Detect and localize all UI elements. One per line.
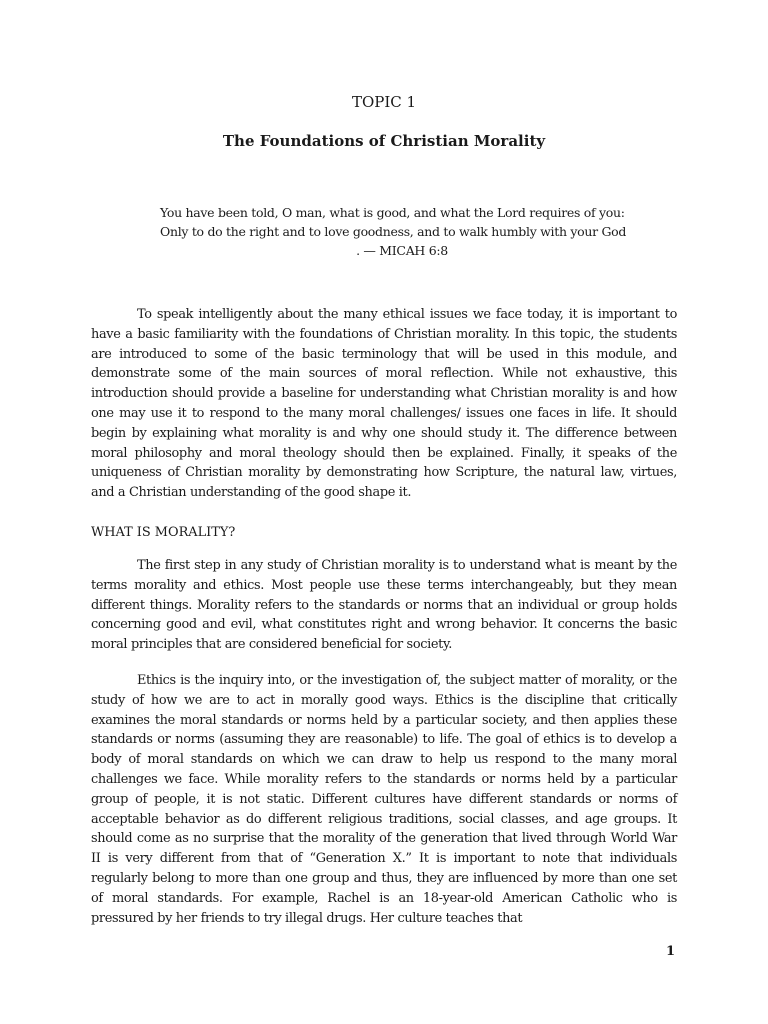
epigraph [160,203,627,260]
epigraph-citation: . — MICAH 6:8 [356,243,448,258]
morality-paragraph: The first step in any study of Christian morality is to understand what is meant by the terms morality and ethics. Most people use these terms interchangeably, but they mean different things. Morality refers to the standards or norms that an individual or group holds concerning good and evil, what constitutes right and wrong behavior. It concerns the basic moral principles that are considered beneficial for society. [91,558,677,653]
ethics-paragraph: Ethics is the inquiry into, or the investigation of, the subject matter of morality, or the study of how we are to act in morally good ways. Ethics is the discipline that critically examines the moral standards or norms held by a particular society, and then applies these standards or norms (assuming they are reasonable) to life. The goal of ethics is to develop a body of moral standards on which we can draw to help us respond to the many moral challenges we face. While morality refers to the standards or norms held by a particular group of people, it is not static. Different cultures have different standards or norms of acceptable behavior as do different religious traditions, social classes, and age groups. It should come as no surprise that the morality of the generation that lived through World War II is very different from that of “Generation X.” It is important to note that individuals regularly belong to more than one group and thus, they are influenced by more than one set of moral standards. For example, Rachel is an 18-year-old American Catholic who is pressured by her friends to try illegal drugs. Her culture teaches that [91,673,677,926]
topic-label: TOPIC 1 [351,93,417,111]
epigraph-line-2: Only to do the right and to love goodness, and to walk humbly with your God [160,224,627,239]
epigraph-line-1: You have been told, O man, what is good, and what the Lord requires of you: [160,205,625,220]
section-heading: WHAT IS MORALITY? [91,525,236,540]
document-title: The Foundations of Christian Morality [222,132,546,150]
intro-paragraph: To speak intelligently about the many ethical issues we face today, it is important to have a basic familiarity with the foundations of Christian morality. In this topic, the students are introduced to some of the basic terminology that will be used in this module, and demonstrate some of the main sources of moral reflection. While not exhaustive, this introduction should provide a baseline for understanding what Christian morality is and how one may use it to respond to the many moral challenges/ issues one faces in life. It should begin by explaining what morality is and why one should study it. The difference between moral philosophy and moral theology should then be explained. Finally, it speaks of the uniqueness of Christian morality by demonstrating how Scripture, the natural law, virtues, and a Christian understanding of the good shape it. [91,307,677,501]
page-number: 1 [666,944,676,959]
